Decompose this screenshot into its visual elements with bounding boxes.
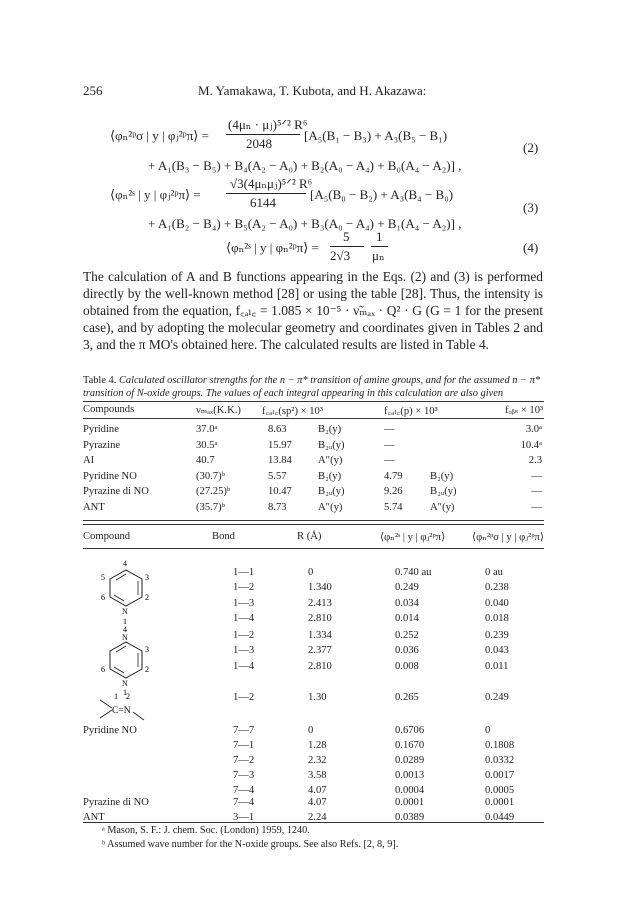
table2-r: 2.810 [308,660,332,672]
table2-sval: 0.1670 [395,740,425,752]
table1-sym2: B₂ᵤ(y) [430,486,457,498]
table2-bond: 1—3 [233,645,255,657]
eq2-frac-bar [226,134,300,135]
eq4-f1-num: 5 [343,229,350,244]
table2-pval: 0.018 [485,613,509,625]
table2-bond: 7—4 [233,797,255,808]
table2-r: 0 [308,725,314,736]
table1-numax: 30.5ᵃ [196,439,218,451]
table1-fp: — [384,439,395,451]
table2-pval: 0.0005 [485,785,515,797]
table1-sym1: B₂ᵤ(y) [318,486,345,498]
pyridine-structure [86,558,166,630]
table1-fobs: — [531,502,542,513]
table1-fsp2: 8.63 [268,424,287,435]
table2-r: 1.28 [308,740,327,752]
table2-r: 2.32 [308,755,327,767]
imine-label-1: 1 [114,692,118,701]
eq2-line2: + A₁(B₃ − B₅) + B₄(A₂ − A₀) + B₂(A₀ − A₄) + B₀(A₄ − A₂)] , [148,158,462,173]
eq2-number: (2) [523,140,539,155]
table2-sval: 0.0001 [395,797,425,808]
table2-sval: 0.0013 [395,770,425,782]
table1-compound: AI [83,455,95,467]
table1-fobs: 3.0ᵃ [525,424,542,435]
table1-bottom-rule-2 [83,524,544,525]
eq3-line2: + A₁(B₂ − B₄) + B₅(A₂ − A₀) + B₃(A₀ − A₄) + B₁(A₄ − A₂)] , [148,216,462,231]
table2-r: 0 [308,567,314,578]
table2-header-4: ⟨φₙ²ᵖσ | y | φⱼ²ᵖπ⟩ [472,532,545,543]
table2-bond: 1—1 [233,567,255,578]
table1-fp: — [384,424,395,435]
imine-label-2: 2 [126,692,130,701]
table1-fobs: 2.3 [528,455,542,467]
table1-fsp2: 10.47 [268,486,292,498]
table2-sval: 0.034 [395,597,419,609]
footnote-a-mark: ᵃ [102,825,105,836]
table2-r: 1.30 [308,692,327,703]
table1-fsp2: 8.73 [268,502,287,513]
table1-numax: 40.7 [196,455,215,467]
table2-sval: 0.265 [395,692,419,703]
table2-pval: 0.040 [485,597,509,609]
table2-r: 2.413 [308,597,332,609]
table1-fp: 9.26 [384,486,403,498]
eq2-rhs: [A₅(B₁ − B₃) + A₃(B₅ − B₁) [304,128,448,143]
table2-sval: 0.0389 [395,812,425,823]
pyr-label-2: 2 [145,593,149,602]
eq3-frac-num: √3(4μₙμⱼ)⁵ᐟ² R⁶ [230,176,313,191]
eq3-frac-bar [226,193,306,194]
table2-sval: 0.036 [395,645,419,657]
table1-header-4: fₒᵦₛ × 10³ [505,405,544,416]
page-number: 256 [83,83,103,98]
pyr-label-6: 6 [101,593,105,602]
table2-pval: 0.011 [485,660,509,672]
table2-pval: 0.238 [485,582,509,594]
eq4-number: (4) [523,240,539,255]
pyr-label-n: N [122,607,128,616]
table2-pval: 0.0449 [485,812,515,823]
pyr-label-5: 5 [101,573,105,582]
eq3-number: (3) [523,200,539,215]
table1-fobs: — [531,470,542,482]
table1-sym2: B₂(y) [430,470,454,482]
table2-header-3: ⟨φₙ²ˢ | y | φⱼ²ᵖπ⟩ [380,532,446,543]
table1-bottom-rule [83,520,544,521]
imine-label-cn: C=N [112,706,131,716]
table2-pval: 0 au [485,567,503,578]
table2-sval: 0.252 [395,630,419,641]
table2-compound: Pyrazine di NO [83,797,149,808]
table2-pval: 0.1808 [485,740,515,752]
table2-bond: 1—2 [233,692,255,703]
table2-sval: 0.6706 [395,725,425,736]
table-caption-label: Table 4. [83,375,117,386]
table1-compound: Pyrazine di NO [83,486,149,498]
table2-r: 1.340 [308,582,332,594]
table1-fsp2: 5.57 [268,470,287,482]
table2-compound: ANT [83,812,105,823]
table2-pval: 0.043 [485,645,509,657]
eq2-lhs: ⟨φₙ²ᵖσ | y | φⱼ²ᵖπ⟩ = [110,128,209,143]
table2-bottom-rule [83,822,544,823]
table1-fobs: — [531,486,542,498]
table1-fp: 4.79 [384,470,403,482]
table2-sval: 0.0004 [395,785,425,797]
table1-compound: ANT [83,502,105,513]
table1-sym1: B₂(y) [318,470,342,482]
table1-sym1: B₂ᵤ(y) [318,439,345,451]
pz-label-n-top: N [122,633,128,642]
table1-numax: (30.7)ᵇ [196,470,225,482]
table1-fp: — [384,455,395,467]
table2-r: 2.24 [308,812,327,823]
table-caption-text: Calculated oscillator strengths for the n − π* transition of amine groups, and for the assumed n − π* transition of N-oxide groups. The values of each integral appearing in this calculation are also given [83,375,541,400]
eq4-f2-den: μₙ [372,248,385,263]
pyr-label-3: 3 [145,573,149,582]
table2-r: 4.07 [308,785,327,797]
table2-header-0: Compound [83,531,131,542]
table2-bond: 7—4 [233,785,255,797]
table1-header-1: νₘₐₓ(K.K.) [196,405,241,416]
eq4-f2-bar [371,246,388,247]
table1-sym1: B₂(y) [318,424,342,435]
table2-bond: 7—1 [233,740,255,752]
table2-sval: 0.249 [395,582,419,594]
table2-header-rule [83,548,544,549]
table2-sval: 0.0289 [395,755,425,767]
pyr-label-4: 4 [123,559,127,568]
table1-sym2: A″(y) [430,502,455,513]
eq2-frac-num: (4μₙ · μⱼ)⁵ᐟ² R⁶ [228,117,308,132]
table2-bond: 7—2 [233,755,255,767]
table2-r: 2.810 [308,613,332,625]
table1-header-2: f꜀ₐₗ꜀(sp²) × 10³ [262,406,324,417]
footnote-b-mark: ᵇ [102,839,106,850]
pz-label-4: 4 [123,626,127,634]
table2-pval: 0.0332 [485,755,515,767]
eq4-f2-num: 1 [376,229,383,244]
table2-bond: 1—4 [233,613,255,625]
table1-compound: Pyridine [83,424,119,435]
table2-bond: 7—7 [233,725,255,736]
eq2-frac-den: 2048 [246,136,272,151]
footnote-a [102,825,310,836]
pz-label-6: 6 [101,665,105,674]
table2-header-2: R (Å) [297,531,322,542]
table2-header-1: Bond [212,531,235,542]
pz-label-2: 2 [145,665,149,674]
footnote-b [102,839,398,850]
footnote-a-text: Mason, S. F.: J. chem. Soc. (London) 1959, 1240. [107,825,310,836]
pz-label-3: 3 [145,645,149,654]
table1-top-rule [83,401,544,402]
table1-compound: Pyrazine [83,439,121,451]
table1-fsp2: 13.84 [268,455,292,467]
table2-r: 3.58 [308,770,327,782]
table2-pval: 0.239 [485,630,509,641]
table2-sval: 0.740 au [395,567,432,578]
table2-r: 4.07 [308,797,327,808]
table2-compound: Pyridine NO [83,725,137,736]
body-paragraph: The calculation of A and B functions appearing in the Eqs. (2) and (3) is performed directly by the well-known method [28] or using the table [28]. Thus, the intensity is obtained from the equation, f꜀ₐₗ꜀ = 1.085 × 10⁻⁵ · ν̃ₘₐₓ · Q² · G (G = 1 for the present case), and by adopting the molecular geometry and coordinates given in Tables 2 and 3, and the π MO's obtained here. The calculated results are listed in Table 4. [83,269,543,352]
table2-r: 1.334 [308,630,332,641]
table1-numax: 37.0ᵃ [196,424,218,435]
eq3-lhs: ⟨φₙ²ˢ | y | φⱼ²ᵖπ⟩ = [110,187,201,202]
table1-header-rule [83,418,544,419]
table2-pval: 0 [485,725,491,736]
table2-pval: 0.0001 [485,797,515,808]
table2-bond: 1—2 [233,582,255,594]
table1-header-0: Compounds [83,404,135,415]
pz-label-n-bottom: N [122,679,128,688]
table2-bond: 1—2 [233,630,255,641]
table1-sym1: A″(y) [318,502,343,513]
pyrazine-structure [86,626,166,698]
table2-r: 2.377 [308,645,332,657]
table-caption [83,374,546,401]
imine-structure [86,690,166,724]
running-header: M. Yamakawa, T. Kubota, and H. Akazawa: [198,83,427,98]
table1-fobs: 10.4ᵃ [520,439,542,451]
table1-header-3: f꜀ₐₗ꜀(p) × 10³ [384,406,438,417]
table2-pval: 0.0017 [485,770,515,782]
pyr-label-1: 1 [123,617,127,626]
eq3-frac-den: 6144 [250,195,276,210]
table2-bond: 1—4 [233,660,255,672]
footnote-b-text: Assumed wave number for the N-oxide groups. See also Refs. [2, 8, 9]. [107,839,399,850]
table2-sval: 0.014 [395,613,419,625]
table1-compound: Pyridine NO [83,470,137,482]
table2-sval: 0.008 [395,660,419,672]
table2-bond: 7—3 [233,770,255,782]
eq3-rhs: [A₅(B₀ − B₂) + A₃(B₄ − B₀) [310,187,454,202]
table2-bond: 3—1 [233,812,255,823]
table1-sym1: A″(y) [318,455,343,467]
table1-numax: (35.7)ᵇ [196,502,225,513]
table2-pval: 0.249 [485,692,509,703]
eq4-f1-den: 2√3 [330,248,351,263]
table1-numax: (27.25)ᵇ [196,486,231,498]
table1-fsp2: 15.97 [268,439,292,451]
eq4-f1-bar [330,246,364,247]
table1-fp: 5.74 [384,502,403,513]
pz-label-1: 1 [123,688,127,697]
table2-bond: 1—3 [233,597,255,609]
eq4-lhs: ⟨φₙ²ˢ | y | φₙ²ᵖπ⟩ = [226,240,319,255]
